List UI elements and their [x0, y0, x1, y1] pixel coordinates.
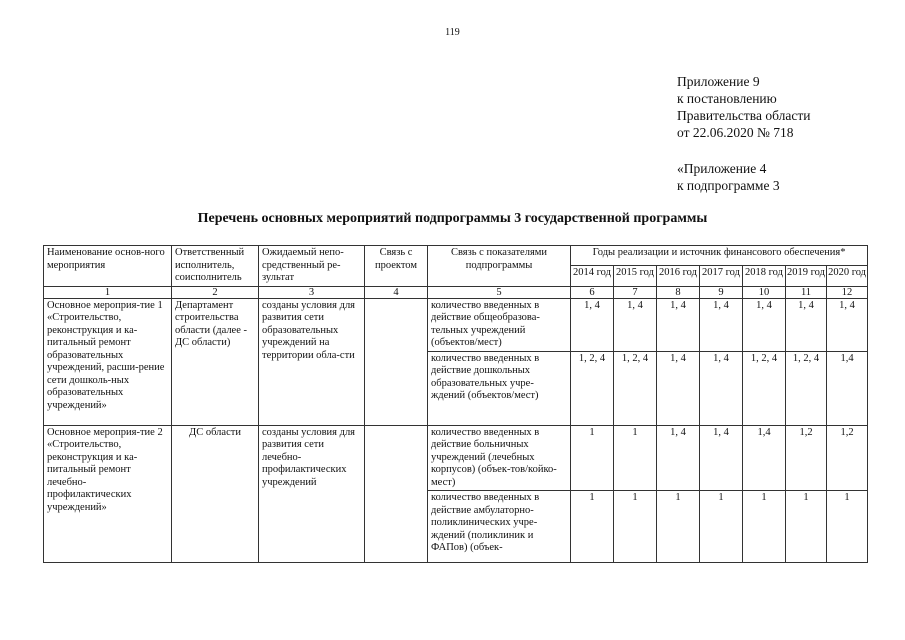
- column-number: 2: [172, 286, 259, 298]
- indicator-value: 1,4: [827, 351, 868, 425]
- header-name: Наименование основ-ного мероприятия: [44, 246, 172, 287]
- indicator-value: 1: [743, 491, 786, 563]
- header-year: 2019 год: [786, 266, 827, 286]
- column-number: 11: [786, 286, 827, 298]
- indicator-value: 1: [614, 491, 657, 563]
- appendix-line-5: «Приложение 4: [677, 161, 767, 176]
- indicator-text: количество введенных в действие дошкольных образовательных учре-ждений (объектов/мест): [428, 351, 571, 425]
- column-numbers-row: [44, 286, 868, 298]
- indicator-value: 1, 4: [700, 425, 743, 491]
- appendix-line-4: от 22.06.2020 № 718: [677, 125, 794, 140]
- header-indicators: Связь с показателями подпрограммы: [428, 246, 571, 287]
- measure-name: Основное мероприя-тие 2 «Строительство, реконструкция и ка-питальный ремонт лечебно-профилактических учреждений»: [44, 425, 172, 563]
- measure-result: созданы условия для развития сети лечебно-профилактических учреждений: [259, 425, 365, 563]
- document-title: Перечень основных мероприятий подпрограммы 3 государственной программы: [197, 211, 708, 226]
- measure-executor: Департамент строительства области (далее - ДС области): [172, 298, 259, 425]
- indicator-value: 1,2: [827, 425, 868, 491]
- measure-result: созданы условия для развития сети образовательных учреждений на территории обла-сти: [259, 298, 365, 425]
- header-year: 2018 год: [743, 266, 786, 286]
- header-year: 2015 год: [614, 266, 657, 286]
- column-number: 12: [827, 286, 868, 298]
- column-number: 8: [657, 286, 700, 298]
- header-executor: Ответственный исполнитель, соисполнитель: [172, 246, 259, 287]
- indicator-text: количество введенных в действие общеобразова-тельных учреждений (объектов/мест): [428, 298, 571, 351]
- appendix-line-3: Правительства области: [677, 108, 811, 123]
- column-number: 10: [743, 286, 786, 298]
- indicator-value: 1,2: [786, 425, 827, 491]
- indicator-value: 1: [657, 491, 700, 563]
- header-project: Связь с проектом: [365, 246, 428, 287]
- indicator-text: количество введенных в действие больничных учреждений (лечебных корпусов) (объек-тов/койко-мест): [428, 425, 571, 491]
- appendix-line-1: Приложение 9: [677, 74, 760, 89]
- indicator-value: 1: [614, 425, 657, 491]
- table-header-row: [44, 246, 868, 266]
- column-number: 5: [428, 286, 571, 298]
- header-result: Ожидаемый непо-средственный ре-зультат: [259, 246, 365, 287]
- header-year: 2017 год: [700, 266, 743, 286]
- indicator-value: 1, 2, 4: [786, 351, 827, 425]
- indicator-value: 1, 2, 4: [571, 351, 614, 425]
- measures-table: [43, 245, 868, 563]
- indicator-value: 1, 4: [827, 298, 868, 351]
- indicator-value: 1, 2, 4: [743, 351, 786, 425]
- column-number: 9: [700, 286, 743, 298]
- column-number: 3: [259, 286, 365, 298]
- indicator-value: 1: [700, 491, 743, 563]
- table-row: [44, 298, 868, 351]
- indicator-value: 1,4: [743, 425, 786, 491]
- indicator-value: 1, 4: [657, 425, 700, 491]
- header-years-group: Годы реализации и источник финансового обеспечения*: [571, 246, 868, 266]
- measure-project: [365, 298, 428, 425]
- column-number: 7: [614, 286, 657, 298]
- indicator-text: количество введенных в действие амбулаторно-поликлинических учре-ждений (поликлиник и ФАПов) (объек-: [428, 491, 571, 563]
- header-year: 2014 год: [571, 266, 614, 286]
- indicator-value: 1, 4: [657, 351, 700, 425]
- measure-project: [365, 425, 428, 563]
- indicator-value: 1: [827, 491, 868, 563]
- header-year: 2020 год: [827, 266, 868, 286]
- column-number: 1: [44, 286, 172, 298]
- indicator-value: 1, 4: [571, 298, 614, 351]
- appendix-line-2: к постановлению: [677, 91, 777, 106]
- indicator-value: 1, 4: [700, 298, 743, 351]
- indicator-value: 1, 4: [700, 351, 743, 425]
- measure-name: Основное мероприя-тие 1 «Строительство, реконструкция и ка-питальный ремонт образовательных учреждений, расши-рение сети дошколь-ных образовательных учреждений»: [44, 298, 172, 425]
- indicator-value: 1, 4: [657, 298, 700, 351]
- page-number: 119: [445, 27, 460, 38]
- indicator-value: 1, 4: [743, 298, 786, 351]
- indicator-value: 1, 4: [614, 298, 657, 351]
- indicator-value: 1: [571, 425, 614, 491]
- header-year: 2016 год: [657, 266, 700, 286]
- indicator-value: 1: [571, 491, 614, 563]
- column-number: 6: [571, 286, 614, 298]
- indicator-value: 1: [786, 491, 827, 563]
- appendix-header: [677, 73, 810, 194]
- appendix-line-6: к подпрограмме 3: [677, 178, 780, 193]
- indicator-value: 1, 4: [786, 298, 827, 351]
- measure-executor: ДС области: [172, 425, 259, 563]
- table-row: [44, 425, 868, 491]
- column-number: 4: [365, 286, 428, 298]
- indicator-value: 1, 2, 4: [614, 351, 657, 425]
